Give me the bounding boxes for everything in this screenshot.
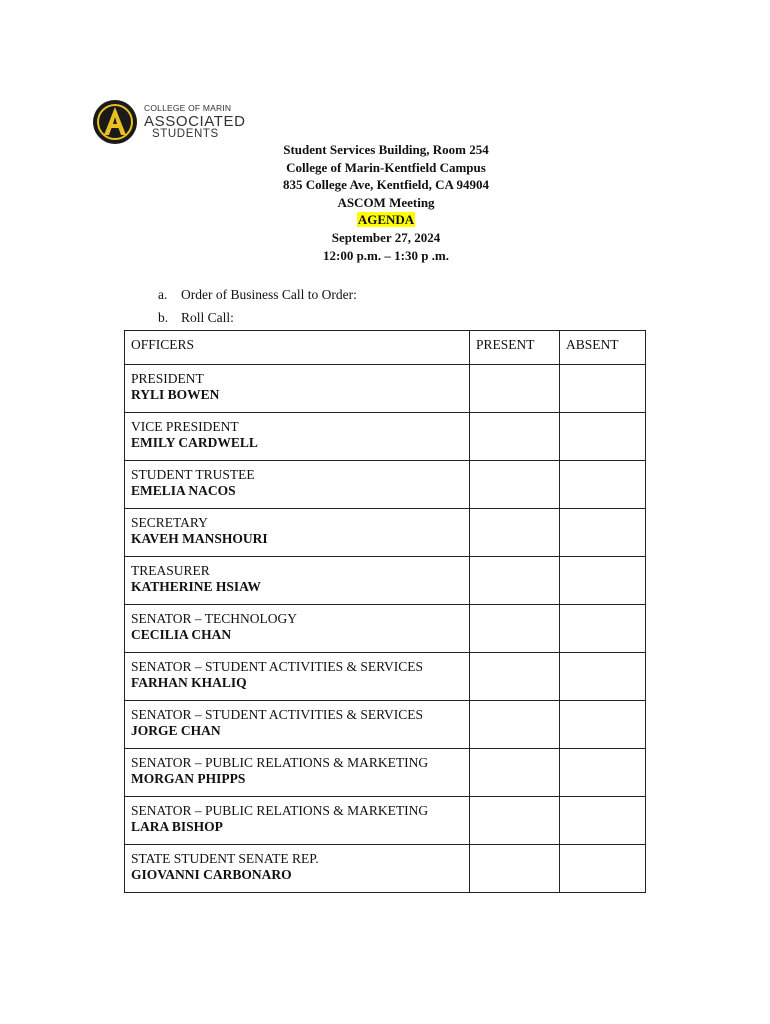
officer-role: TREASURER <box>131 563 210 578</box>
list-text: Roll Call: <box>181 309 234 325</box>
absent-cell[interactable] <box>560 413 646 461</box>
officer-role: SENATOR – TECHNOLOGY <box>131 611 298 626</box>
present-cell[interactable] <box>470 797 560 845</box>
present-cell[interactable] <box>470 749 560 797</box>
officer-name: EMELIA NACOS <box>131 483 236 498</box>
seal-icon <box>92 99 138 145</box>
table-row <box>125 605 646 653</box>
officer-name: CECILIA CHAN <box>131 627 232 642</box>
absent-cell[interactable] <box>560 509 646 557</box>
officer-name: LARA BISHOP <box>131 819 223 834</box>
absent-cell[interactable] <box>560 701 646 749</box>
officer-name: KATHERINE HSIAW <box>131 579 261 594</box>
table-row <box>125 461 646 509</box>
officer-role: SENATOR – PUBLIC RELATIONS & MARKETING <box>131 803 429 818</box>
header-date: September 27, 2024 <box>331 229 441 245</box>
logo-students: STUDENTS <box>152 128 219 140</box>
officer-name: GIOVANNI CARBONARO <box>131 867 292 882</box>
officer-name: RYLI BOWEN <box>131 387 220 402</box>
officer-cell <box>125 461 470 509</box>
present-cell[interactable] <box>470 605 560 653</box>
table-header-row <box>125 331 646 365</box>
header-meeting-name: ASCOM Meeting <box>337 194 435 210</box>
officer-cell <box>125 365 470 413</box>
officer-cell <box>125 701 470 749</box>
officer-cell <box>125 557 470 605</box>
officer-cell <box>125 845 470 893</box>
officer-role: SENATOR – STUDENT ACTIVITIES & SERVICES <box>131 707 424 722</box>
absent-cell[interactable] <box>560 557 646 605</box>
table-row <box>125 797 646 845</box>
header-location: Student Services Building, Room 254 <box>283 142 489 157</box>
officer-name: JORGE CHAN <box>131 723 221 738</box>
table-row <box>125 365 646 413</box>
officer-role: STATE STUDENT SENATE REP. <box>131 851 319 866</box>
header-officers: OFFICERS <box>125 331 470 365</box>
present-cell[interactable] <box>470 509 560 557</box>
list-item <box>158 283 357 306</box>
officer-role: VICE PRESIDENT <box>131 419 239 434</box>
officer-role: SENATOR – PUBLIC RELATIONS & MARKETING <box>131 755 429 770</box>
officer-name: FARHAN KHALIQ <box>131 675 247 690</box>
agenda-list <box>158 283 357 329</box>
table-row <box>125 509 646 557</box>
officer-role: SENATOR – STUDENT ACTIVITIES & SERVICES <box>131 659 424 674</box>
present-cell[interactable] <box>470 365 560 413</box>
list-marker: b. <box>158 309 169 325</box>
officer-cell <box>125 413 470 461</box>
list-text: Order of Business Call to Order: <box>181 286 357 302</box>
table-row <box>125 845 646 893</box>
header-absent: ABSENT <box>560 331 646 365</box>
table-row <box>125 653 646 701</box>
present-cell[interactable] <box>470 461 560 509</box>
officer-cell <box>125 797 470 845</box>
list-item <box>158 306 357 329</box>
table-row <box>125 749 646 797</box>
table-row <box>125 701 646 749</box>
roll-call-table <box>124 330 646 893</box>
header-address: 835 College Ave, Kentfield, CA 94904 <box>283 177 489 193</box>
absent-cell[interactable] <box>560 653 646 701</box>
officer-name: KAVEH MANSHOURI <box>131 531 268 546</box>
officer-cell <box>125 749 470 797</box>
header-present: PRESENT <box>470 331 560 365</box>
officer-role: SECRETARY <box>131 515 208 530</box>
absent-cell[interactable] <box>560 365 646 413</box>
absent-cell[interactable] <box>560 605 646 653</box>
absent-cell[interactable] <box>560 461 646 509</box>
header-time: 12:00 p.m. – 1:30 p .m. <box>322 247 450 263</box>
absent-cell[interactable] <box>560 845 646 893</box>
list-marker: a. <box>158 286 168 302</box>
officer-name: EMILY CARDWELL <box>131 435 258 450</box>
meeting-header <box>258 141 514 264</box>
present-cell[interactable] <box>470 413 560 461</box>
present-cell[interactable] <box>470 701 560 749</box>
agenda-title: AGENDA <box>357 212 415 228</box>
officer-cell <box>125 509 470 557</box>
officer-cell <box>125 605 470 653</box>
absent-cell[interactable] <box>560 749 646 797</box>
table-row <box>125 413 646 461</box>
present-cell[interactable] <box>470 845 560 893</box>
officer-role: PRESIDENT <box>131 371 204 386</box>
officer-role: STUDENT TRUSTEE <box>131 467 255 482</box>
officer-name: MORGAN PHIPPS <box>131 771 246 786</box>
header-campus: College of Marin-Kentfield Campus <box>286 159 486 175</box>
logo-college-name: COLLEGE OF MARIN <box>144 102 232 113</box>
present-cell[interactable] <box>470 653 560 701</box>
logo-associated: ASSOCIATED <box>144 113 246 130</box>
present-cell[interactable] <box>470 557 560 605</box>
table-row <box>125 557 646 605</box>
absent-cell[interactable] <box>560 797 646 845</box>
officer-cell <box>125 653 470 701</box>
associated-students-logo <box>92 99 246 145</box>
